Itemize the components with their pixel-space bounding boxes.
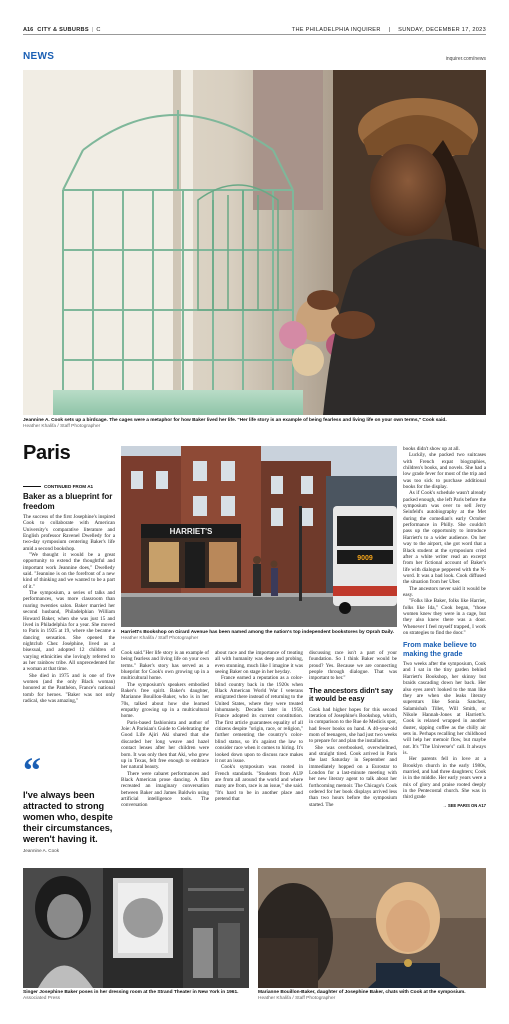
josephine-baker-caption (23, 990, 249, 1002)
paragraph: about race and the importance of treating all with humanity was deep and probing, even stunning, much like I imagine it was seeing Baker on stage in her heyday. (215, 650, 303, 676)
caption-text: Harriett's Bookshop on Girard Avenue has been named among the nation's top independent bookstores by Oprah Daily. (121, 630, 394, 635)
section-url: inquirer.com/news (445, 56, 486, 62)
article-headline: Paris (23, 442, 71, 464)
paragraph: She was overbooked, overwhelmed, and straight tired. Cook arrived in Paris the last Saturday in September and immediately hopped on a Eurostar to London for a last-minute meeting with her new literary agent to talk about her forthcoming memoir. The Chicago's Cook ordered for her book displays arrived less than two hours before the symposium started. The (309, 744, 397, 808)
article-column-3 (215, 650, 303, 860)
paragraph: Luckily, she packed two suitcases with French expat biographies, children's books, and novels. She had a low grade fever for most of the trip and was too sick to purchase additional books for the display. (403, 452, 486, 491)
jump-arrow-icon: → (442, 802, 448, 808)
section-label: NEWS (23, 51, 55, 62)
pull-quote-byline: Jeannine A. Cook (23, 848, 60, 853)
bookshop-photo-illustration (121, 446, 397, 627)
caption-text: Jeannine A. Cook sets up a birdcage. The cages were a metaphor for how Baker lived her life. "Her life story is an example of being fearless and living life on your own terms," Cook said. (23, 418, 447, 423)
paragraph: "We thought it would be a great opportunity to extend the thoughtful and important work Jeannine does," Dwelledy said. "Jeannine is on the forefront of a new kind of thinking and we wanted to be a part of it." (23, 552, 115, 590)
top-photo (23, 70, 486, 415)
article-column-5 (403, 446, 486, 860)
newspaper-name: THE PHILADELPHIA INQUIRER (291, 26, 381, 33)
folio-separator: | (388, 26, 391, 33)
page-number: A16 (23, 26, 34, 33)
top-photo-caption (23, 418, 486, 430)
photo-credit: Heather Khalifa / Staff Photographer (258, 996, 336, 1001)
marianne-bouillon-baker-photo (258, 868, 486, 988)
bus-number: 9009 (357, 555, 373, 562)
section-subhead: From make believe to making the grade (403, 640, 477, 658)
article-column-4 (309, 650, 397, 860)
paragraph: books didn't show up at all. (403, 446, 460, 452)
photo-credit: Heather Khalifa / Staff Photographer (23, 424, 101, 429)
quote-mark-icon: “ (23, 750, 41, 790)
paragraph: Cook's symposium was rooted in French standards. "Students from AUP are from all around the world and where many are from, race is an issue," she said. "It's hard to be in another place and pretend that (215, 764, 303, 802)
paragraph: The ancestors never said it would be easy. (403, 585, 486, 598)
paragraph: discussing race isn't a part of your foundation. So I think Baker would be proud? Yes. Because we are connecting people through dialogue. That was important to her." (309, 650, 397, 682)
edition-letter: C (96, 26, 101, 33)
photo-credit: Heather Khalifa / Staff Photographer (121, 636, 199, 641)
dressing-room-photo-illustration (23, 868, 249, 988)
paragraph: Paris-based fashionista and author of Joie: A Parisian's Guide to Celebrating the Good Life Ajiri Aki shared that she discarded her long weave and hazel contact lenses after her children were born. It was only then that Aki, who grew up in Texas, felt free enough to embrace her natural beauty. (121, 719, 209, 771)
paragraph: As if Cook's schedule wasn't already packed enough, she left Paris before the symposium was over to sell Jerry Seinfeld's autobiography at the Met during the comedian's early October performance in Philly. She couldn't pass up the opportunity to introduce Harriett's to a wider audience. On her way to the airport, she got word that a Black student at the symposium cried after a white writer read an excerpt from her fictional account of Baker's life with dialogue peppered with the N-word. It was a bad look. Cook diffused the situation from her Uber. (403, 490, 486, 586)
pull-quote: I've always been attracted to strong women who, despite their circumstances, weren't having it. (23, 790, 113, 844)
folio-separator: | (91, 26, 94, 33)
section-name: CITY & SUBURBS (37, 26, 89, 33)
paragraph: Cook said."Her life story is an example of being fearless and living life on your own terms." Baker's story has served as a blueprint for Cook's own growing up in a multicultural home. (121, 650, 209, 682)
paragraph: Two weeks after the symposium, Cook and I sat in the tiny garden behind Harriett's Bookshop, her skinny but braids cascading down her back. Her also eyes aren't looked to the man like they are when she leaks literary superstars like Sonia Sanchez, Salamishah Tillet, Will Smith, or Nikole Hannah-Jones at Harriett's. Cook is relaxed wrapped in another duster, sipping coffee as the chilly air sets in. Perhaps recalling her childhood will help her memoir flow, but maybe not. It's "The Universe's" call. It always is. (403, 661, 486, 756)
paragraph: She died in 1975 and is one of five women (and the only Black woman) honored at the Panthéon, France's national tomb for heroes. "Baker was not only radical, she was amazing," (23, 672, 115, 704)
article-column-2 (121, 650, 209, 860)
section-bar (23, 50, 486, 62)
bookshop-photo (121, 446, 397, 627)
article-deck: Baker as a blueprint for freedom (23, 492, 113, 511)
jump-line (403, 803, 486, 809)
paragraph: Her parents fell in love at a Brooklyn church in the early 1980s, married, and had three daughters; Cook is in the middle. Her early years were a mix of glory and praise rooted deeply in the Pentecostal church. She was in third grade (403, 756, 486, 801)
photo-credit: Associated Press (23, 996, 61, 1001)
paragraph: The success of the first Josephine's inspired Cook to collaborate with American University's comparative literature and English professor Ravenel Dwelledy for a two-day symposium centering Baker's life amid a second bookshop. (23, 514, 115, 552)
section-subhead: The ancestors didn't say it would be easy (309, 685, 393, 704)
caption-text: Marianne Bouillon-Baker, daughter of Josephine Baker, chats with Cook at the symposium. (258, 990, 466, 995)
marianne-caption (258, 990, 486, 1002)
paragraph: "Folks like Baker, folks like Harriet, folks like Ida," Cook began, "those women knew they were in a cage, but they also knew there was a door. Whenever I feel myself trapped, I work on strategies to find the door." (403, 598, 486, 636)
paragraph: The symposium's speakers embodied Baker's free spirit. Baker's daughter, Marianne Bouillon-Baker, who is in her 70s, talked about how she learned empathy growing up in a multicultural home. (121, 681, 209, 720)
caption-text: Singer Josephine Baker poses in her dressing room at the Strand Theater in New York in 1961. (23, 990, 239, 995)
folio-right (286, 27, 486, 33)
jump-text: SEE PARIS ON A17 (447, 802, 486, 808)
publication-date: SUNDAY, DECEMBER 17, 2023 (398, 26, 486, 33)
josephine-baker-photo (23, 868, 249, 988)
page-folio (23, 25, 486, 35)
paragraph: France earned a reputation as a color-blind country back in the 1920s when Black American World War I veterans emigrated there instead of returning to the United States, where they were treated inhumanely. Decades later in 1958, France adopted its current constitution. The first article guarantees equality of all citizens despite "origin, race, or religion," further cementing the country's color-blind status, so it's against the law to consider race when it comes to hiring. It's looked down upon to discuss race makes it not an issue. (215, 675, 303, 764)
article-column-1 (23, 514, 115, 748)
paragraph: The symposium, a series of talks and performances, was more classroom than roaring twenties salon. Baker married her second husband, Philadelphian William Howard Baker, when she was just 15 and lived in Philadelphia for a year. She moved to Paris in 1925 at 19, where she became a dancing sensation. She opened the nightclub Chez Joséphine, lived as a bisexual, and adopted 12 children of varying ethnicities she lovingly referred to as her rainbow tribe. All unprecedented for a woman at that time. (23, 590, 115, 673)
continued-from: CONTINUED FROM A1 (23, 484, 93, 489)
paragraph: Cook had higher hopes for this second iteration of Josephine's Bookshop, which, in comparison to the Rue de Medicis spot, had fewer books on hand. A 40-year-old mom of teenagers, she had just two weeks to prepare for and plan the installation. (309, 706, 397, 745)
symposium-photo-illustration (258, 868, 486, 988)
storefront-sign: HARRIET'S (169, 527, 213, 536)
paragraph: There were cabaret performances and Black American prose dancing. A film recreated an imaginary conversation between Baker and James Baldwin using artificial intelligence tools. The conversation (121, 770, 209, 809)
bookshop-photo-caption (121, 630, 397, 642)
birdcage-photo-illustration (23, 70, 486, 415)
